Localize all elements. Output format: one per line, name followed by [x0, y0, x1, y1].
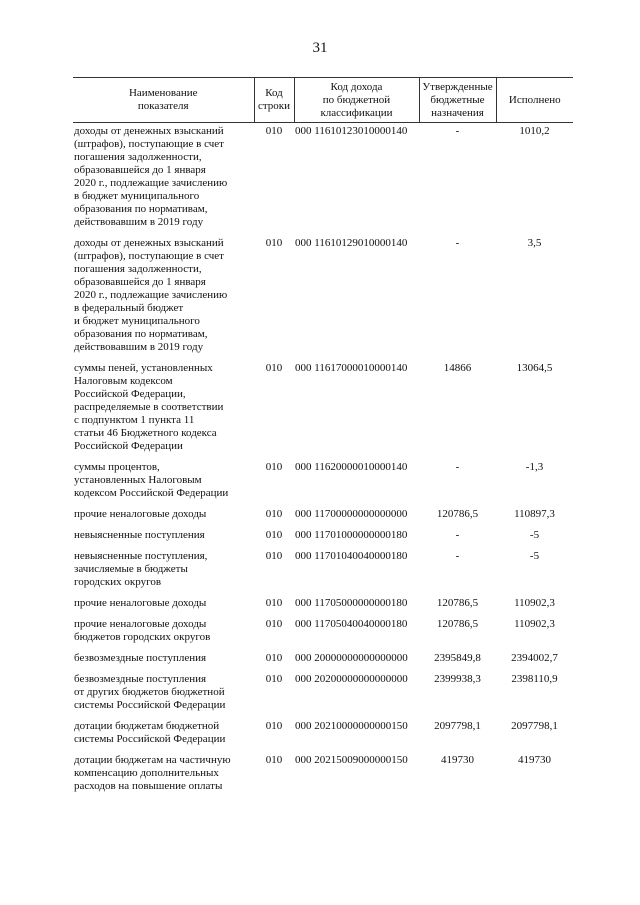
- cell-approved-budget: -: [455, 461, 460, 473]
- table-row: [73, 548, 573, 595]
- cell-line-code: 010: [265, 237, 283, 249]
- cell-income-code: 000 11700000000000000: [295, 508, 408, 520]
- budget-income-table: [73, 77, 573, 799]
- cell-income-code: 000 11705040040000180: [295, 618, 408, 630]
- table-row: [73, 595, 573, 616]
- cell-indicator-name: прочие неналоговые доходы: [74, 597, 207, 609]
- cell-income-code: 000 20200000000000000: [295, 673, 408, 685]
- cell-approved-budget: 120786,5: [436, 618, 479, 630]
- cell-indicator-name: суммы пеней, установленных Налоговым кодексом Российской Федерации, распределяемые в соответствии с подпунктом 1 пункта 11 статьи 46 Бюджетного кодекса Российской Федерации: [74, 362, 224, 452]
- table-body: [73, 123, 573, 800]
- cell-income-code: 000 20000000000000000: [295, 652, 408, 664]
- cell-executed: 2394002,7: [511, 652, 558, 664]
- cell-indicator-name: суммы процентов, установленных Налоговым кодексом Российской Федерации: [74, 461, 229, 499]
- cell-indicator-name: безвозмездные поступления от других бюджетов бюджетной системы Российской Федерации: [74, 673, 226, 711]
- cell-income-code: 000 20210000000000150: [295, 720, 408, 732]
- cell-executed: 13064,5: [516, 362, 553, 374]
- cell-line-code: 010: [265, 720, 283, 732]
- cell-income-code: 000 20215009000000150: [295, 754, 408, 766]
- header-line-code: Код строки: [254, 78, 294, 123]
- cell-approved-budget: -: [455, 550, 460, 562]
- cell-line-code: 010: [265, 597, 283, 609]
- header-executed: Исполнено: [496, 78, 573, 123]
- cell-approved-budget: -: [455, 529, 460, 541]
- cell-executed: 1010,2: [519, 125, 550, 137]
- table-row: [73, 671, 573, 718]
- cell-executed: 419730: [518, 754, 551, 766]
- cell-line-code: 010: [265, 652, 283, 664]
- cell-executed: 110902,3: [514, 618, 555, 630]
- cell-line-code: 010: [265, 362, 283, 374]
- cell-executed: -5: [529, 529, 540, 541]
- table-row: [73, 527, 573, 548]
- cell-approved-budget: 120786,5: [436, 508, 479, 520]
- cell-executed: 110902,3: [514, 597, 555, 609]
- cell-income-code: 000 11701040040000180: [295, 550, 408, 562]
- table-row: [73, 123, 573, 236]
- header-indicator-name: Наименование показателя: [73, 78, 254, 123]
- cell-executed: 110897,3: [514, 508, 555, 520]
- cell-income-code: 000 11701000000000180: [295, 529, 408, 541]
- table-row: [73, 650, 573, 671]
- cell-income-code: 000 11610123010000140: [295, 125, 408, 137]
- table-row: [73, 752, 573, 799]
- cell-indicator-name: доходы от денежных взысканий (штрафов), поступающие в счет погашения задолженности, образовавшейся до 1 января 2020 г., подлежащие зачислению в бюджет муниципального образования по нормативам, действовавшим в 2019 году: [74, 125, 228, 228]
- cell-line-code: 010: [265, 618, 283, 630]
- cell-line-code: 010: [265, 125, 283, 137]
- cell-indicator-name: невыясненные поступления, зачисляемые в бюджеты городских округов: [74, 550, 208, 588]
- table-row: [73, 616, 573, 650]
- cell-line-code: 010: [265, 754, 283, 766]
- cell-line-code: 010: [265, 508, 283, 520]
- cell-line-code: 010: [265, 461, 283, 473]
- cell-indicator-name: прочие неналоговые доходы: [74, 508, 207, 520]
- table-row: [73, 360, 573, 459]
- cell-approved-budget: -: [455, 125, 460, 137]
- cell-approved-budget: 120786,5: [436, 597, 479, 609]
- cell-income-code: 000 11705000000000180: [295, 597, 408, 609]
- cell-approved-budget: 2399938,3: [434, 673, 481, 685]
- header-approved-budget: Утвержденные бюджетные назначения: [419, 78, 496, 123]
- cell-executed: 2398110,9: [511, 673, 558, 685]
- cell-executed: 2097798,1: [511, 720, 558, 732]
- cell-income-code: 000 11620000010000140: [295, 461, 408, 473]
- cell-approved-budget: 14866: [443, 362, 472, 374]
- cell-indicator-name: безвозмездные поступления: [74, 652, 207, 664]
- table-row: [73, 459, 573, 506]
- cell-indicator-name: невыясненные поступления: [74, 529, 205, 541]
- cell-executed: 3,5: [527, 237, 542, 249]
- cell-indicator-name: дотации бюджетам на частичную компенсацию дополнительных расходов на повышение оплаты: [74, 754, 231, 792]
- cell-income-code: 000 11610129010000140: [295, 237, 408, 249]
- cell-income-code: 000 11617000010000140: [295, 362, 408, 374]
- cell-approved-budget: -: [455, 237, 460, 249]
- table-row: [73, 506, 573, 527]
- cell-indicator-name: прочие неналоговые доходы бюджетов городских округов: [74, 618, 211, 643]
- table-row: [73, 718, 573, 752]
- cell-indicator-name: дотации бюджетам бюджетной системы Российской Федерации: [74, 720, 226, 745]
- table-row: [73, 235, 573, 360]
- header-income-code: Код дохода по бюджетной классификации: [294, 78, 419, 123]
- table-header: [73, 78, 573, 123]
- cell-line-code: 010: [265, 550, 283, 562]
- cell-approved-budget: 419730: [441, 754, 474, 766]
- cell-indicator-name: доходы от денежных взысканий (штрафов), поступающие в счет погашения задолженности, образовавшейся до 1 января 2020 г., подлежащие зачислению в федеральный бюджет и бюджет муниципального образования по нормативам, действовавшим в 2019 году: [74, 237, 228, 353]
- cell-executed: -1,3: [525, 461, 544, 473]
- cell-approved-budget: 2097798,1: [434, 720, 481, 732]
- cell-line-code: 010: [265, 673, 283, 685]
- page-number: 31: [312, 40, 328, 56]
- cell-line-code: 010: [265, 529, 283, 541]
- cell-executed: -5: [529, 550, 540, 562]
- cell-approved-budget: 2395849,8: [434, 652, 481, 664]
